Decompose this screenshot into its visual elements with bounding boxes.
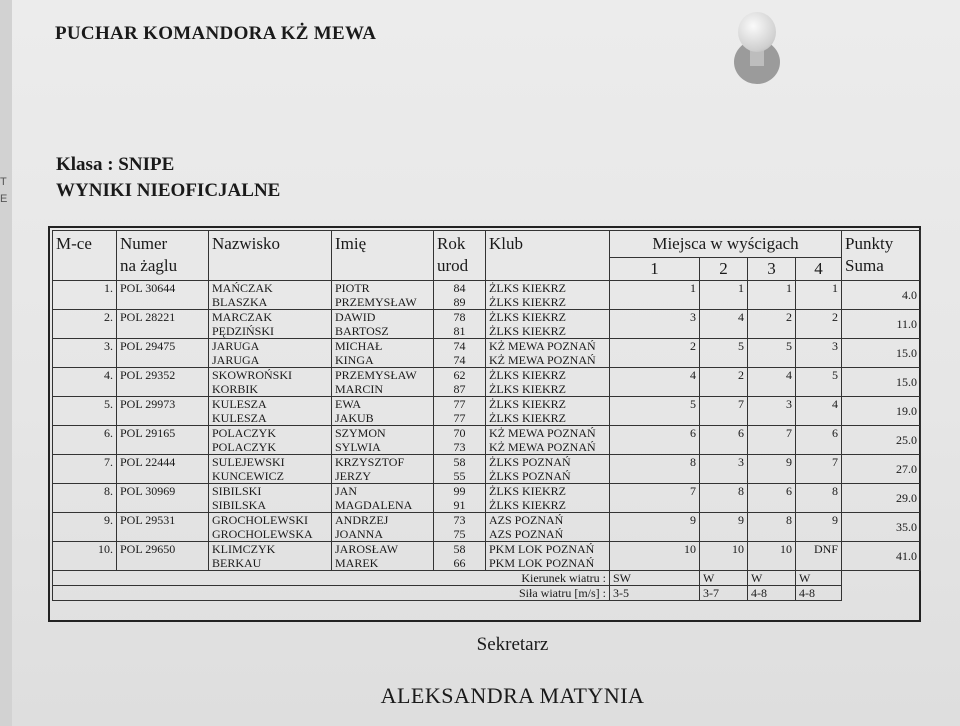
points-sum-cell: 41.0 xyxy=(842,542,921,571)
wind-direction-cell: SW xyxy=(610,571,700,586)
sail-number-cell: POL 30969 xyxy=(117,484,209,499)
club-cell: ŻLKS KIEKRZ xyxy=(486,295,610,310)
results-table xyxy=(52,230,921,601)
race-place-cell: 7 xyxy=(700,397,748,412)
race-place-cell-blank xyxy=(610,527,700,542)
race-place-cell: 8 xyxy=(700,484,748,499)
first-name-cell: PIOTR xyxy=(332,281,434,296)
club-cell: ŻLKS KIEKRZ xyxy=(486,368,610,383)
race-place-cell-blank xyxy=(748,382,796,397)
sail-number-cell-blank xyxy=(117,411,209,426)
birth-year-cell: 74 xyxy=(434,353,486,368)
first-name-cell: JERZY xyxy=(332,469,434,484)
place-cell: 9. xyxy=(53,513,117,528)
race-place-cell-blank xyxy=(700,295,748,310)
club-cell: KŻ MEWA POZNAŃ xyxy=(486,440,610,455)
first-name-cell: ANDRZEJ xyxy=(332,513,434,528)
race-place-cell-blank xyxy=(700,527,748,542)
birth-year-cell: 99 xyxy=(434,484,486,499)
race-place-cell: 4 xyxy=(610,368,700,383)
birth-year-cell: 73 xyxy=(434,440,486,455)
place-cell: 2. xyxy=(53,310,117,325)
race-place-cell-blank xyxy=(748,527,796,542)
race-place-cell: DNF xyxy=(796,542,842,557)
club-cell: AZS POZNAŃ xyxy=(486,513,610,528)
sail-number-cell: POL 29531 xyxy=(117,513,209,528)
place-cell: 8. xyxy=(53,484,117,499)
birth-year-cell: 84 xyxy=(434,281,486,296)
race-place-cell-blank xyxy=(700,498,748,513)
birth-year-cell: 73 xyxy=(434,513,486,528)
race-place-cell: 3 xyxy=(796,339,842,354)
header-club: Klub xyxy=(486,231,610,281)
birth-year-cell: 91 xyxy=(434,498,486,513)
race-place-cell: 1 xyxy=(610,281,700,296)
header-birth-year: Rok urod xyxy=(434,231,486,281)
race-place-cell-blank xyxy=(700,382,748,397)
club-cell: ŻLKS POZNAŃ xyxy=(486,455,610,470)
points-sum-cell: 11.0 xyxy=(842,310,921,339)
race-place-cell-blank xyxy=(700,440,748,455)
table-row-second-line xyxy=(53,440,921,455)
table-row-second-line xyxy=(53,498,921,513)
race-place-cell: 8 xyxy=(796,484,842,499)
place-cell-blank xyxy=(53,527,117,542)
place-cell: 3. xyxy=(53,339,117,354)
race-place-cell: 6 xyxy=(700,426,748,441)
race-place-cell-blank xyxy=(610,440,700,455)
surname-cell: SIBILSKA xyxy=(209,498,332,513)
place-cell: 6. xyxy=(53,426,117,441)
club-cell: ŻLKS KIEKRZ xyxy=(486,397,610,412)
wind-direction-cell: W xyxy=(700,571,748,586)
birth-year-cell: 89 xyxy=(434,295,486,310)
results-subtitle: WYNIKI NIEOFICJALNE xyxy=(56,180,281,201)
surname-cell: MAŃCZAK xyxy=(209,281,332,296)
club-cell: ŻLKS KIEKRZ xyxy=(486,498,610,513)
race-place-cell: 4 xyxy=(748,368,796,383)
race-place-cell-blank xyxy=(796,440,842,455)
club-cell: ŻLKS KIEKRZ xyxy=(486,281,610,296)
race-place-cell-blank xyxy=(610,556,700,571)
race-place-cell: 9 xyxy=(748,455,796,470)
birth-year-cell: 55 xyxy=(434,469,486,484)
header-race-2: 2 xyxy=(700,258,748,281)
club-cell: KŻ MEWA POZNAŃ xyxy=(486,426,610,441)
sail-number-cell: POL 29165 xyxy=(117,426,209,441)
first-name-cell: MICHAŁ xyxy=(332,339,434,354)
race-place-cell: 4 xyxy=(700,310,748,325)
birth-year-cell: 58 xyxy=(434,542,486,557)
surname-cell: GROCHOLEWSKA xyxy=(209,527,332,542)
wind-strength-row xyxy=(53,586,921,601)
birth-year-cell: 77 xyxy=(434,397,486,412)
wind-direction-row xyxy=(53,571,921,586)
table-row-second-line xyxy=(53,556,921,571)
place-cell-blank xyxy=(53,440,117,455)
race-place-cell-blank xyxy=(610,382,700,397)
table-row-second-line xyxy=(53,411,921,426)
club-cell: PKM LOK POZNAŃ xyxy=(486,556,610,571)
sail-number-cell-blank xyxy=(117,469,209,484)
surname-cell: KULESZA xyxy=(209,411,332,426)
header-place: M-ce xyxy=(53,231,117,281)
race-place-cell: 5 xyxy=(748,339,796,354)
margin-letter-e: E xyxy=(0,193,8,205)
header-race-1: 1 xyxy=(610,258,700,281)
table-row xyxy=(53,339,921,354)
birth-year-cell: 87 xyxy=(434,382,486,397)
race-place-cell: 10 xyxy=(700,542,748,557)
race-place-cell: 2 xyxy=(700,368,748,383)
race-place-cell: 2 xyxy=(748,310,796,325)
race-place-cell-blank xyxy=(700,353,748,368)
race-place-cell-blank xyxy=(700,411,748,426)
surname-cell: SKOWROŃSKI xyxy=(209,368,332,383)
birth-year-cell: 81 xyxy=(434,324,486,339)
sail-number-cell: POL 28221 xyxy=(117,310,209,325)
race-place-cell: 5 xyxy=(700,339,748,354)
secretary-label: Sekretarz xyxy=(476,634,549,655)
first-name-cell: JOANNA xyxy=(332,527,434,542)
birth-year-cell: 74 xyxy=(434,339,486,354)
race-place-cell-blank xyxy=(796,353,842,368)
race-place-cell-blank xyxy=(610,295,700,310)
first-name-cell: SZYMON xyxy=(332,426,434,441)
club-cell: ŻLKS KIEKRZ xyxy=(486,324,610,339)
header-points: Punkty Suma xyxy=(842,231,921,281)
place-cell: 4. xyxy=(53,368,117,383)
birth-year-cell: 77 xyxy=(434,411,486,426)
first-name-cell: DAWID xyxy=(332,310,434,325)
race-place-cell: 7 xyxy=(796,455,842,470)
race-place-cell-blank xyxy=(796,527,842,542)
first-name-cell: EWA xyxy=(332,397,434,412)
sail-number-cell-blank xyxy=(117,527,209,542)
points-sum-cell: 29.0 xyxy=(842,484,921,513)
race-place-cell-blank xyxy=(796,498,842,513)
sail-number-cell: POL 22444 xyxy=(117,455,209,470)
margin-letter-t: T xyxy=(0,176,7,188)
race-place-cell: 1 xyxy=(796,281,842,296)
race-place-cell-blank xyxy=(748,440,796,455)
first-name-cell: SYLWIA xyxy=(332,440,434,455)
points-sum-cell: 15.0 xyxy=(842,368,921,397)
race-place-cell-blank xyxy=(610,411,700,426)
points-sum-cell: 19.0 xyxy=(842,397,921,426)
place-cell-blank xyxy=(53,295,117,310)
table-row-second-line xyxy=(53,295,921,310)
race-place-cell-blank xyxy=(748,324,796,339)
table-row-second-line xyxy=(53,324,921,339)
race-place-cell-blank xyxy=(748,469,796,484)
club-cell: AZS POZNAŃ xyxy=(486,527,610,542)
sail-number-cell: POL 29352 xyxy=(117,368,209,383)
header-surname: Nazwisko xyxy=(209,231,332,281)
race-place-cell-blank xyxy=(748,295,796,310)
wind-empty-cell xyxy=(842,571,921,601)
surname-cell: BERKAU xyxy=(209,556,332,571)
points-sum-cell: 25.0 xyxy=(842,426,921,455)
header-race-4: 4 xyxy=(796,258,842,281)
race-place-cell-blank xyxy=(796,411,842,426)
table-row xyxy=(53,368,921,383)
sail-number-cell-blank xyxy=(117,556,209,571)
wind-strength-cell: 3-5 xyxy=(610,586,700,601)
race-place-cell-blank xyxy=(700,556,748,571)
birth-year-cell: 78 xyxy=(434,310,486,325)
class-heading xyxy=(56,152,280,204)
race-place-cell-blank xyxy=(796,556,842,571)
race-place-cell: 5 xyxy=(796,368,842,383)
wind-strength-label: Siła wiatru [m/s] : xyxy=(53,586,610,601)
table-row xyxy=(53,513,921,528)
race-place-cell-blank xyxy=(796,324,842,339)
race-place-cell-blank xyxy=(700,469,748,484)
wind-strength-cell: 4-8 xyxy=(796,586,842,601)
surname-cell: BLASZKA xyxy=(209,295,332,310)
table-row-second-line xyxy=(53,353,921,368)
place-cell-blank xyxy=(53,353,117,368)
race-place-cell: 9 xyxy=(700,513,748,528)
place-cell-blank xyxy=(53,324,117,339)
first-name-cell: KRZYSZTOF xyxy=(332,455,434,470)
race-place-cell: 10 xyxy=(610,542,700,557)
race-place-cell: 1 xyxy=(748,281,796,296)
header-row-1 xyxy=(53,231,921,258)
header-sail-number: Numer na żaglu xyxy=(117,231,209,281)
race-place-cell: 6 xyxy=(610,426,700,441)
club-cell: KŻ MEWA POZNAŃ xyxy=(486,353,610,368)
club-cell: PKM LOK POZNAŃ xyxy=(486,542,610,557)
header-race-3: 3 xyxy=(748,258,796,281)
race-place-cell-blank xyxy=(700,324,748,339)
race-place-cell: 7 xyxy=(610,484,700,499)
table-row xyxy=(53,426,921,441)
place-cell-blank xyxy=(53,556,117,571)
table-row-second-line xyxy=(53,382,921,397)
wind-direction-cell: W xyxy=(796,571,842,586)
class-line: Klasa : SNIPE xyxy=(56,154,175,175)
sail-number-cell-blank xyxy=(117,353,209,368)
wind-strength-cell: 3-7 xyxy=(700,586,748,601)
race-place-cell-blank xyxy=(748,556,796,571)
table-row xyxy=(53,397,921,412)
race-place-cell-blank xyxy=(796,469,842,484)
birth-year-cell: 58 xyxy=(434,455,486,470)
race-place-cell-blank xyxy=(748,411,796,426)
place-cell-blank xyxy=(53,382,117,397)
table-row xyxy=(53,310,921,325)
club-cell: ŻLKS KIEKRZ xyxy=(486,484,610,499)
points-sum-cell: 27.0 xyxy=(842,455,921,484)
first-name-cell: KINGA xyxy=(332,353,434,368)
sail-number-cell-blank xyxy=(117,440,209,455)
points-sum-cell: 35.0 xyxy=(842,513,921,542)
wind-direction-cell: W xyxy=(748,571,796,586)
surname-cell: KLIMCZYK xyxy=(209,542,332,557)
sail-number-cell: POL 29650 xyxy=(117,542,209,557)
surname-cell: KULESZA xyxy=(209,397,332,412)
header-name: Imię xyxy=(332,231,434,281)
surname-cell: PĘDZIŃSKI xyxy=(209,324,332,339)
club-cell: ŻLKS KIEKRZ xyxy=(486,411,610,426)
secretary-name: ALEKSANDRA MATYNIA xyxy=(380,683,645,708)
wind-strength-cell: 4-8 xyxy=(748,586,796,601)
points-sum-cell: 4.0 xyxy=(842,281,921,310)
surname-cell: KORBIK xyxy=(209,382,332,397)
surname-cell: POLACZYK xyxy=(209,426,332,441)
sail-number-cell: POL 29973 xyxy=(117,397,209,412)
surname-cell: GROCHOLEWSKI xyxy=(209,513,332,528)
race-place-cell: 3 xyxy=(748,397,796,412)
wind-direction-label: Kierunek wiatru : xyxy=(53,571,610,586)
club-cell: ŻLKS KIEKRZ xyxy=(486,310,610,325)
surname-cell: JARUGA xyxy=(209,353,332,368)
race-place-cell: 8 xyxy=(748,513,796,528)
first-name-cell: JAN xyxy=(332,484,434,499)
club-cell: ŻLKS POZNAŃ xyxy=(486,469,610,484)
table-row xyxy=(53,484,921,499)
birth-year-cell: 66 xyxy=(434,556,486,571)
race-place-cell: 4 xyxy=(796,397,842,412)
race-place-cell-blank xyxy=(610,353,700,368)
points-sum-cell: 15.0 xyxy=(842,339,921,368)
race-place-cell-blank xyxy=(796,382,842,397)
document-title: PUCHAR KOMANDORA KŻ MEWA xyxy=(55,23,377,44)
place-cell-blank xyxy=(53,411,117,426)
sail-number-cell-blank xyxy=(117,498,209,513)
table-row xyxy=(53,455,921,470)
place-cell: 10. xyxy=(53,542,117,557)
table-row xyxy=(53,542,921,557)
sail-number-cell: POL 29475 xyxy=(117,339,209,354)
race-place-cell: 6 xyxy=(748,484,796,499)
race-place-cell: 2 xyxy=(610,339,700,354)
place-cell: 1. xyxy=(53,281,117,296)
race-place-cell: 3 xyxy=(700,455,748,470)
club-cell: KŻ MEWA POZNAŃ xyxy=(486,339,610,354)
race-place-cell-blank xyxy=(748,498,796,513)
table-row-second-line xyxy=(53,527,921,542)
race-place-cell: 9 xyxy=(610,513,700,528)
sail-number-cell: POL 30644 xyxy=(117,281,209,296)
first-name-cell: JAROSŁAW xyxy=(332,542,434,557)
sail-number-cell-blank xyxy=(117,382,209,397)
place-cell-blank xyxy=(53,469,117,484)
race-place-cell: 3 xyxy=(610,310,700,325)
surname-cell: SULEJEWSKI xyxy=(209,455,332,470)
sail-number-cell-blank xyxy=(117,324,209,339)
race-place-cell-blank xyxy=(610,324,700,339)
race-place-cell-blank xyxy=(748,353,796,368)
table-row xyxy=(53,281,921,296)
place-cell-blank xyxy=(53,498,117,513)
first-name-cell: MAREK xyxy=(332,556,434,571)
race-place-cell: 9 xyxy=(796,513,842,528)
first-name-cell: PRZEMYSŁAW xyxy=(332,368,434,383)
birth-year-cell: 70 xyxy=(434,426,486,441)
place-cell: 5. xyxy=(53,397,117,412)
birth-year-cell: 62 xyxy=(434,368,486,383)
first-name-cell: PRZEMYSŁAW xyxy=(332,295,434,310)
race-place-cell: 6 xyxy=(796,426,842,441)
birth-year-cell: 75 xyxy=(434,527,486,542)
race-place-cell-blank xyxy=(796,295,842,310)
race-place-cell: 5 xyxy=(610,397,700,412)
first-name-cell: MARCIN xyxy=(332,382,434,397)
surname-cell: SIBILSKI xyxy=(209,484,332,499)
first-name-cell: MAGDALENA xyxy=(332,498,434,513)
left-margin-strip xyxy=(0,0,12,726)
race-place-cell: 7 xyxy=(748,426,796,441)
first-name-cell: JAKUB xyxy=(332,411,434,426)
sail-number-cell-blank xyxy=(117,295,209,310)
surname-cell: KUNCEWICZ xyxy=(209,469,332,484)
race-place-cell: 8 xyxy=(610,455,700,470)
first-name-cell: BARTOSZ xyxy=(332,324,434,339)
pushpin-icon xyxy=(738,12,776,52)
place-cell: 7. xyxy=(53,455,117,470)
race-place-cell: 2 xyxy=(796,310,842,325)
surname-cell: JARUGA xyxy=(209,339,332,354)
race-place-cell: 1 xyxy=(700,281,748,296)
race-place-cell-blank xyxy=(610,498,700,513)
header-races: Miejsca w wyścigach xyxy=(610,231,842,258)
race-place-cell: 10 xyxy=(748,542,796,557)
race-place-cell-blank xyxy=(610,469,700,484)
surname-cell: POLACZYK xyxy=(209,440,332,455)
table-row-second-line xyxy=(53,469,921,484)
surname-cell: MARCZAK xyxy=(209,310,332,325)
club-cell: ŻLKS KIEKRZ xyxy=(486,382,610,397)
